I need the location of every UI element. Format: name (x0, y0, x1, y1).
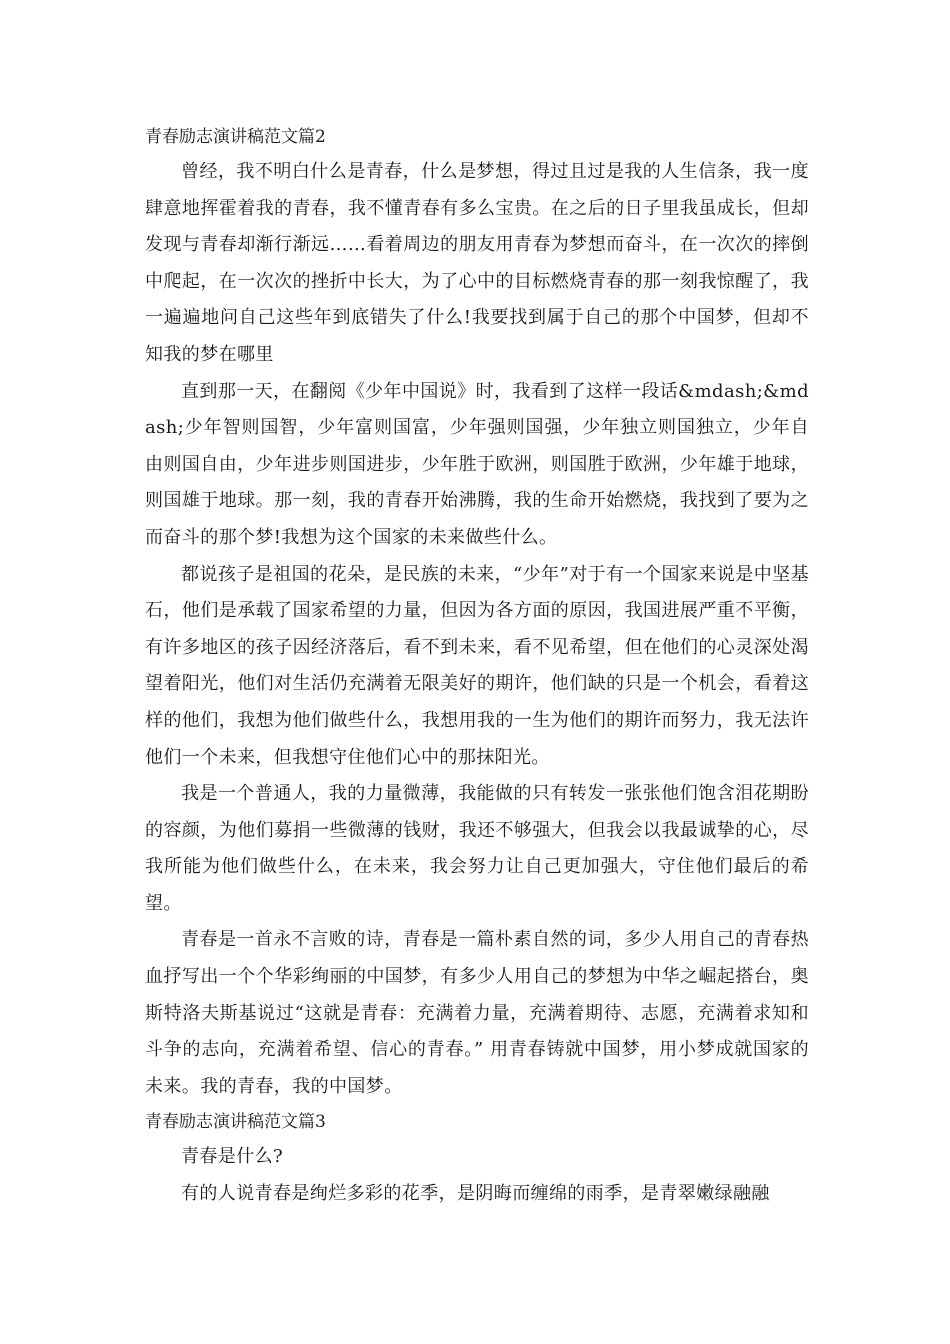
paragraph: 青春是一首永不言败的诗，青春是一篇朴素自然的词，多少人用自己的青春热血抒写出一个个华彩绚丽的中国梦，有多少人用自己的梦想为中华之崛起搭台，奥斯特洛夫斯基说过“这就是青春：充满着力量，充满着期待、志愿，充满着求知和斗争的志向，充满着希望、信心的青春。” 用青春铸就中国梦，用小梦成就国家的未来。我的青春，我的中国梦。 (145, 929, 809, 1097)
paragraph: 有的人说青春是绚烂多彩的花季，是阴晦而缠绵的雨季，是青翠嫩绿融融 (181, 1183, 770, 1205)
paragraph: 曾经，我不明白什么是青春，什么是梦想，得过且过是我的人生信条，我一度肆意地挥霍着我的青春，我不懂青春有多么宝贵。在之后的日子里我虽成长，但却发现与青春却渐行渐远……看着周边的朋友用青春为梦想而奋斗，在一次次的摔倒中爬起，在一次次的挫折中长大，为了心中的目标燃烧青春的那一刻我惊醒了，我一遍遍地问自己这些年到底错失了什么!我要找到属于自己的那个中国梦，但却不知我的梦在哪里 (145, 161, 809, 365)
paragraph: 青春是什么? (181, 1146, 284, 1168)
paragraph: 直到那一天，在翻阅《少年中国说》时，我看到了这样一段话&mdash;&mdash;少年智则国智，少年富则国富，少年强则国强，少年独立则国独立，少年自由则国自由，少年进步则国进步，少年胜于欧洲，则国胜于欧洲，少年雄于地球，则国雄于地球。那一刻，我的青春开始沸腾，我的生命开始燃烧，我找到了要为之而奋斗的那个梦!我想为这个国家的未来做些什么。 (145, 380, 809, 548)
document-page (145, 120, 809, 1213)
section-heading-2: 青春励志演讲稿范文篇2 (145, 127, 326, 147)
paragraph: 我是一个普通人，我的力量微薄，我能做的只有转发一张张他们饱含泪花期盼的容颜，为他们募捐一些微薄的钱财，我还不够强大，但我会以我最诚挚的心，尽我所能为他们做些什么，在未来，我会努力让自己更加强大，守住他们最后的希望。 (145, 783, 809, 914)
section-heading-3: 青春励志演讲稿范文篇3 (145, 1112, 326, 1133)
paragraph: 都说孩子是祖国的花朵，是民族的未来，“少年”对于有一个国家来说是中坚基石，他们是承载了国家希望的力量，但因为各方面的原因，我国进展严重不平衡，有许多地区的孩子因经济落后，看不到未来，看不见希望，但在他们的心灵深处渴望着阳光，他们对生活仍充满着无限美好的期许，他们缺的只是一个机会，看着这样的他们，我想为他们做些什么，我想用我的一生为他们的期许而努力，我无法许他们一个未来，但我想守住他们心中的那抹阳光。 (145, 563, 809, 768)
